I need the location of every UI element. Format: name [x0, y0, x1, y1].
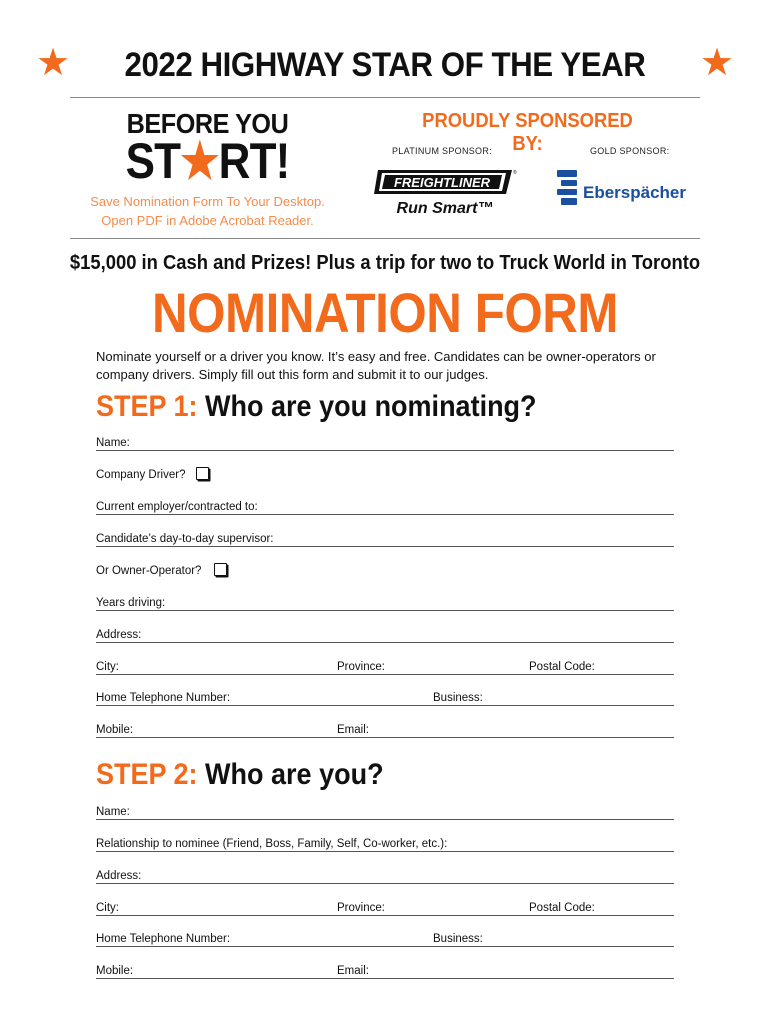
nominee-name-label: Name:	[96, 437, 130, 449]
gold-sponsor-label: GOLD SPONSOR:	[590, 146, 670, 156]
sponsor-divider	[70, 238, 700, 239]
nominee-postal-label: Postal Code:	[529, 661, 595, 673]
nominee-city-label: City:	[96, 661, 119, 673]
eberspaecher-mark-icon	[557, 170, 577, 205]
nominator-name-label: Name:	[96, 806, 130, 818]
company-driver-label: Company Driver?	[96, 469, 186, 481]
nominator-mobile-label: Mobile:	[96, 965, 134, 977]
nominator-email-label: Email:	[337, 965, 369, 977]
years-driving-label: Years driving:	[96, 597, 166, 609]
svg-text:®: ®	[513, 170, 517, 176]
employer-label: Current employer/contracted to:	[96, 501, 258, 513]
freightliner-logo	[372, 166, 518, 198]
nominee-business-label: Business:	[433, 692, 483, 704]
star-left-icon: ★	[36, 42, 71, 84]
nominator-address-label: Address:	[96, 870, 142, 882]
nominee-address-label: Address:	[96, 629, 142, 641]
prize-banner: $15,000 in Cash and Prizes! Plus a trip for two to Truck World in Toronto	[69, 252, 701, 274]
save-instruction-2: Open PDF in Adobe Acrobat Reader.	[101, 213, 314, 228]
nominator-business-label: Business:	[433, 933, 483, 945]
nominator-postal-label: Postal Code:	[529, 902, 595, 914]
owner-operator-label: Or Owner-Operator?	[96, 565, 202, 577]
step1-heading: STEP 1: Who are you nominating?	[96, 390, 537, 423]
start-heading: ST★RT!	[125, 133, 290, 189]
header-divider	[70, 97, 700, 98]
form-title: NOMINATION FORM	[151, 281, 619, 344]
relationship-label: Relationship to nominee (Friend, Boss, Family, Self, Co-worker, etc.):	[96, 838, 448, 850]
supervisor-label: Candidate’s day-to-day supervisor:	[96, 533, 274, 545]
run-smart-tagline: Run Smart™	[396, 200, 494, 217]
nominee-province-label: Province:	[337, 661, 385, 673]
platinum-sponsor-label: PLATINUM SPONSOR:	[392, 146, 492, 156]
save-instruction-1: Save Nomination Form To Your Desktop.	[90, 194, 325, 209]
intro-paragraph: Nominate yourself or a driver you know. It’s easy and free. Candidates can be owner-operators or company drivers. Simply fill out this form and submit it to our judges.	[96, 349, 656, 382]
eberspaecher-logo	[555, 168, 690, 208]
eberspaecher-wordmark: Eberspächer	[583, 183, 686, 202]
nominator-province-label: Province:	[337, 902, 385, 914]
company-driver-checkbox[interactable]	[196, 467, 209, 480]
sponsored-heading: PROUDLY SPONSORED BY:	[422, 110, 633, 155]
owner-operator-checkbox[interactable]	[214, 563, 227, 576]
nominee-home-phone-label: Home Telephone Number:	[96, 692, 231, 704]
before-you-heading: BEFORE YOU	[126, 108, 289, 139]
star-right-icon: ★	[700, 42, 735, 84]
page-title: 2022 HIGHWAY STAR OF THE YEAR	[124, 46, 646, 84]
freightliner-wordmark: FREIGHTLINER	[393, 175, 491, 190]
start-star-icon: ★	[180, 133, 219, 189]
nominator-home-phone-label: Home Telephone Number:	[96, 933, 231, 945]
nominee-mobile-label: Mobile:	[96, 724, 134, 736]
step2-heading: STEP 2: Who are you?	[96, 758, 384, 791]
nominator-city-label: City:	[96, 902, 119, 914]
nominee-email-label: Email:	[337, 724, 369, 736]
